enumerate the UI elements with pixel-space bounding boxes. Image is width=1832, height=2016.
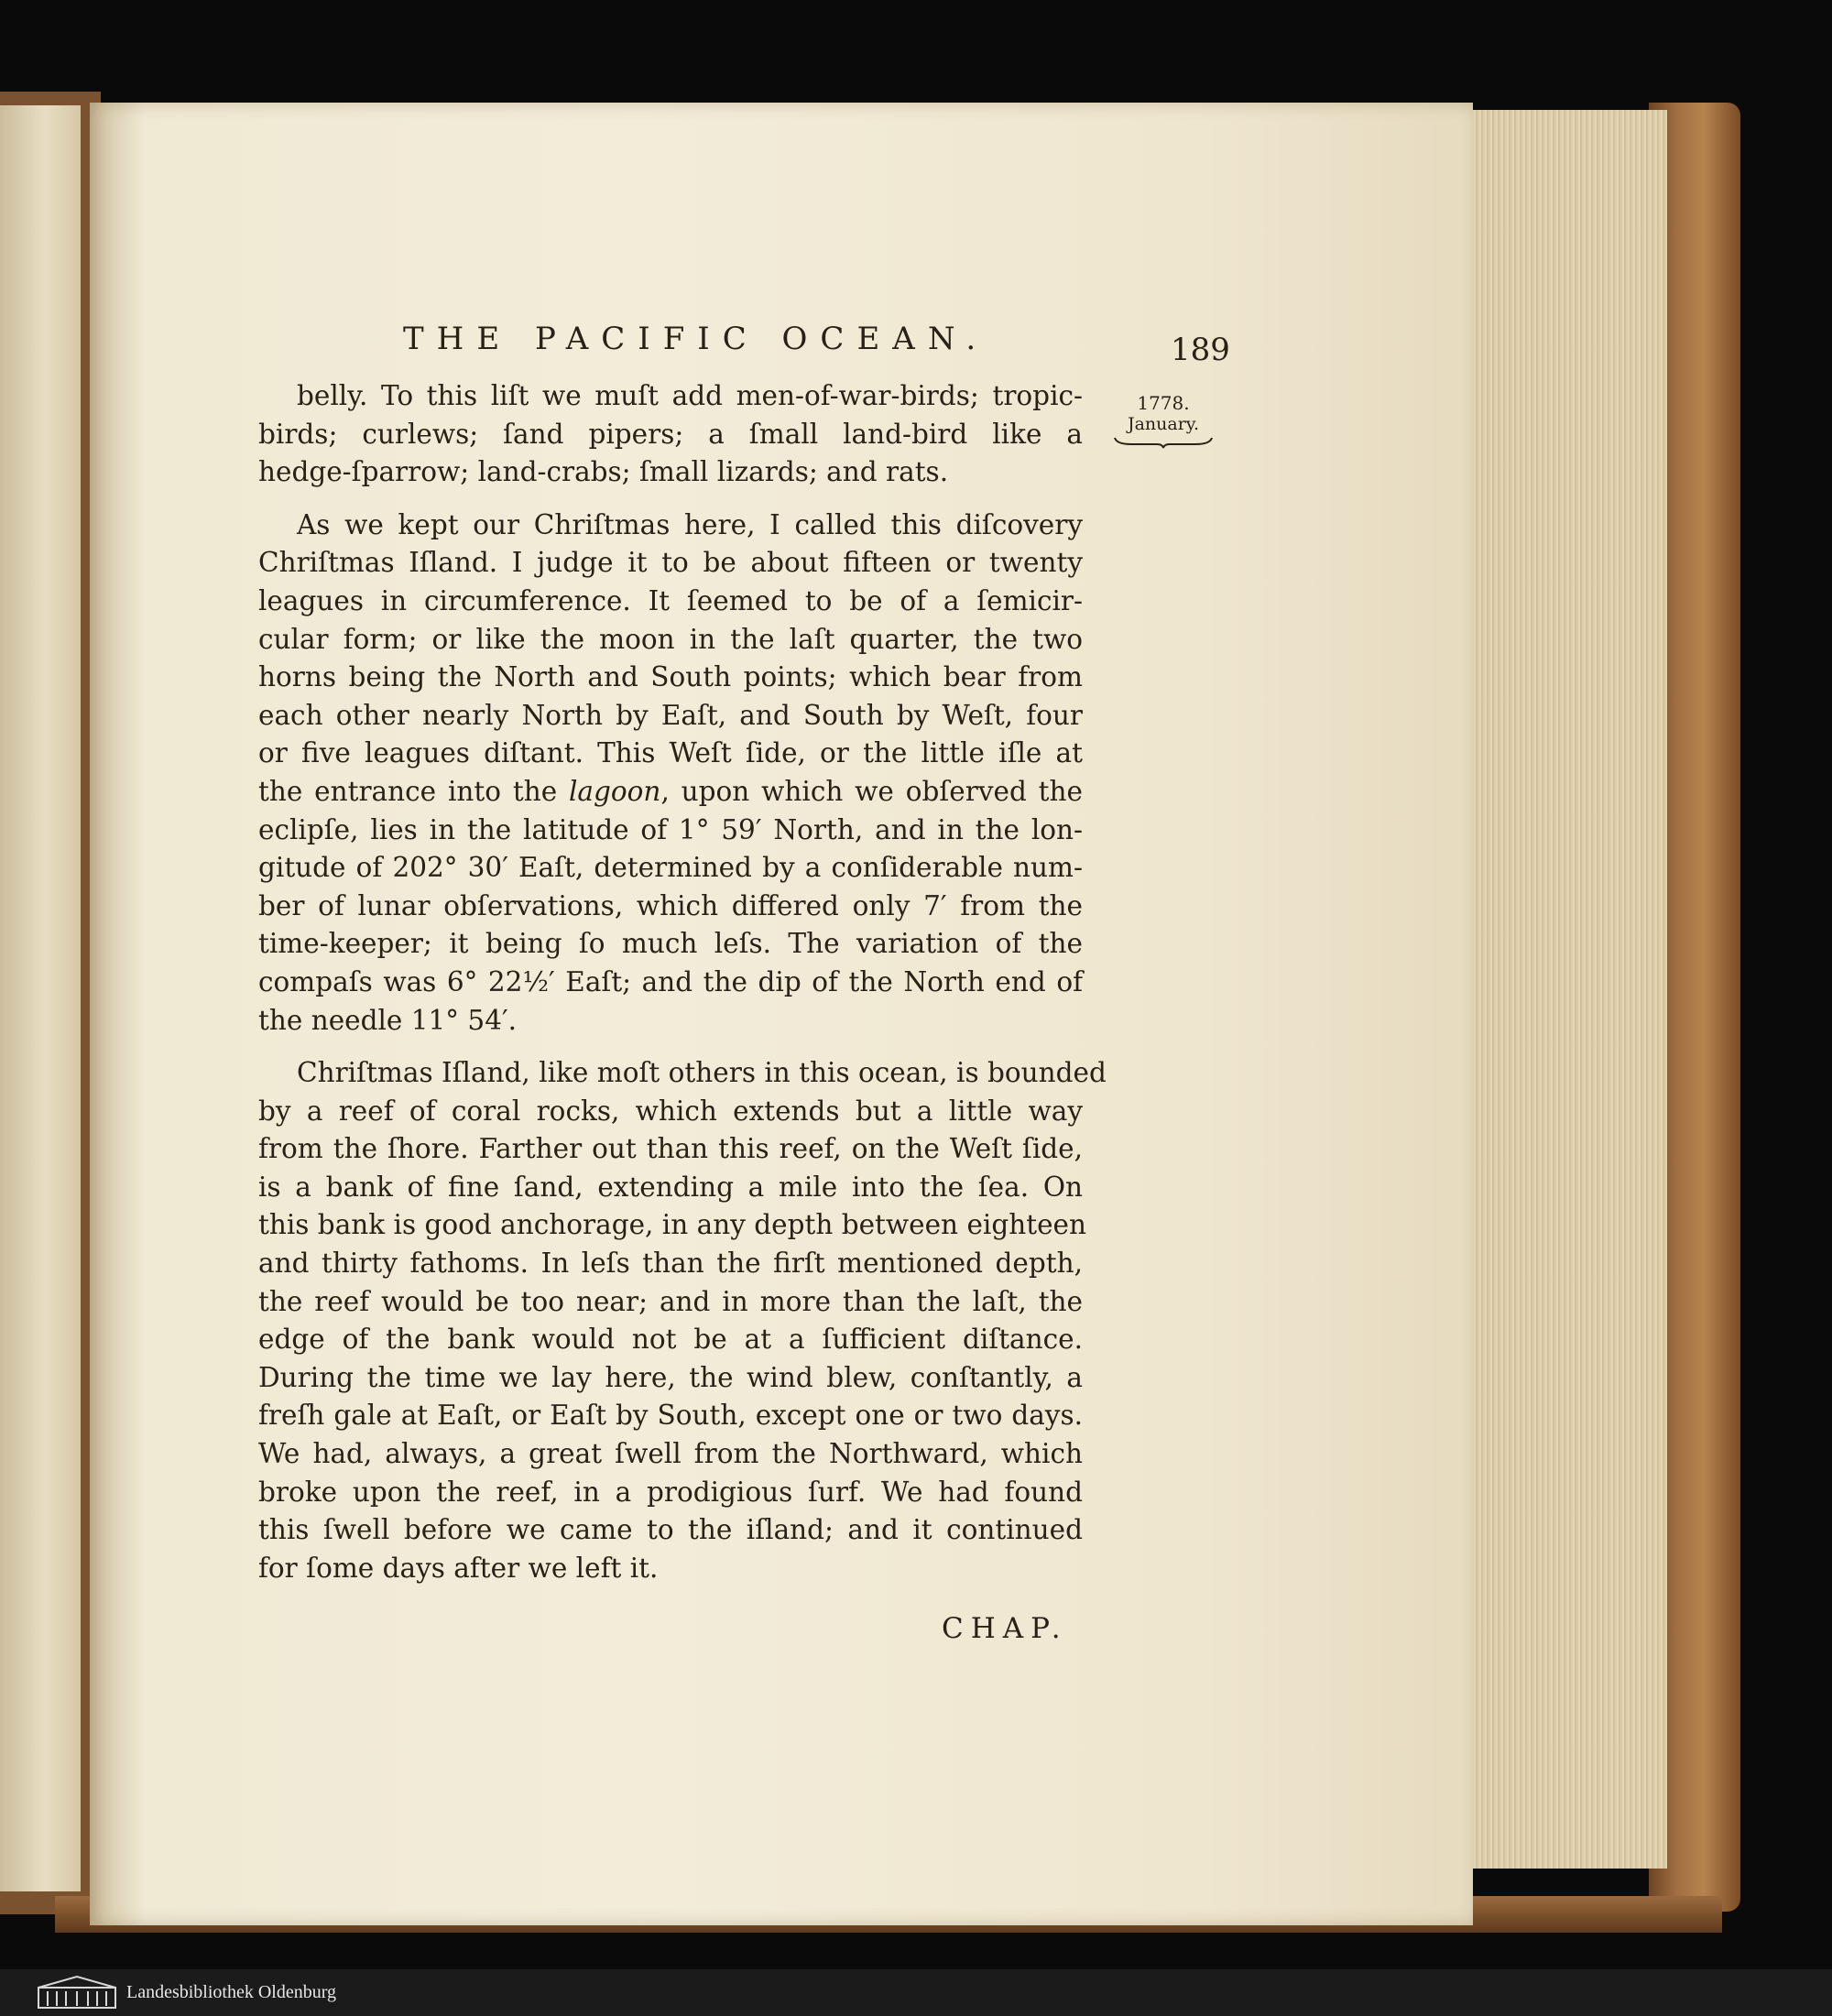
paragraph bbox=[258, 1054, 1107, 1587]
text-line: We had, always, a great ſwell from the Northward, which bbox=[258, 1438, 1083, 1470]
text-line: this ſwell before we came to the iſland; and it continued bbox=[258, 1514, 1083, 1546]
text-line: broke upon the reef, in a prodigious ſurf. We had found bbox=[258, 1476, 1083, 1508]
body-text bbox=[258, 377, 1107, 1602]
library-logo-icon bbox=[37, 1975, 117, 2011]
text-line: As we kept our Chriſtmas here, I called this diſcovery bbox=[297, 508, 1083, 540]
text-line: each other nearly North by Eaſt, and South by Weſt, four bbox=[258, 699, 1083, 731]
paragraph bbox=[258, 377, 1083, 492]
text-line: horns being the North and South points; which bear from bbox=[258, 661, 1083, 693]
running-head: THE PACIFIC OCEAN. bbox=[403, 321, 989, 357]
brace-icon bbox=[1113, 436, 1214, 449]
text-line: freſh gale at Eaſt, or Eaſt by South, except one or two days. bbox=[258, 1400, 1083, 1432]
text-line: time-keeper; it being ſo much leſs. The variation of the bbox=[258, 928, 1083, 960]
text-line: the reef would be too near; and in more than the laſt, the bbox=[258, 1285, 1083, 1317]
text-line: compaſs was 6° 22½′ Eaſt; and the dip of the North end of bbox=[258, 965, 1083, 997]
text-line: edge of the bank would not be at a ſufficient diſtance. bbox=[258, 1324, 1083, 1356]
text-line: from the ſhore. Farther out than this reef, on the Weſt ſide, bbox=[258, 1133, 1083, 1165]
text-line: or five leagues diſtant. This Weſt ſide, or the little iſle at bbox=[258, 737, 1083, 769]
paragraph bbox=[258, 507, 1083, 1040]
text-line: birds; curlews; ſand pipers; a ſmall land-bird like a bbox=[258, 418, 1083, 450]
text-line: belly. To this liſt we muſt add men-of-war-birds; tropic- bbox=[297, 380, 1083, 411]
text-line: this bank is good anchorage, in any depth between eighteen bbox=[258, 1209, 1086, 1241]
text-line: gitude of 202° 30′ Eaſt, determined by a conſiderable num- bbox=[258, 852, 1083, 884]
text-line: is a bank of fine ſand, extending a mile into the ſea. On bbox=[258, 1171, 1083, 1203]
text-line: the entrance into the lagoon, upon which we obſerved the bbox=[258, 775, 1083, 807]
catchword: CHAP. bbox=[942, 1612, 1068, 1645]
text-line: Chriſtmas Iſland, like moſt others in this ocean, is bounded bbox=[297, 1057, 1107, 1089]
footer-bar bbox=[0, 1969, 1832, 2016]
text-line: hedge-ſparrow; land-crabs; ſmall lizards; and rats. bbox=[258, 456, 949, 488]
text-line: eclipſe, lies in the latitude of 1° 59′ North, and in the lon- bbox=[258, 813, 1083, 845]
text-line: for ſome days after we left it. bbox=[258, 1552, 659, 1584]
footer-library-name: Landesbibliothek Oldenburg bbox=[126, 1982, 337, 2002]
page-number: 189 bbox=[1171, 332, 1230, 368]
margin-note-year: 1778. bbox=[1137, 392, 1190, 414]
text-line: ber of lunar obſervations, which differed only 7′ from the bbox=[258, 889, 1083, 921]
text-line: cular form; or like the moon in the laſt quarter, the two bbox=[258, 623, 1083, 655]
page-block-edge bbox=[1456, 110, 1667, 1869]
text-line: leagues in circumference. It ſeemed to be of a ſemicir- bbox=[258, 584, 1083, 616]
left-page-edge bbox=[0, 105, 81, 1891]
text-line: the needle 11° 54′. bbox=[258, 1004, 518, 1036]
margin-note bbox=[1099, 392, 1227, 449]
text-line: by a reef of coral rocks, which extends but a little way bbox=[258, 1095, 1083, 1127]
text-line: and thirty fathoms. In leſs than the firſt mentioned depth, bbox=[258, 1248, 1083, 1280]
margin-note-month: January. bbox=[1127, 414, 1200, 434]
text-line: During the time we lay here, the wind blew, conſtantly, a bbox=[258, 1361, 1083, 1393]
text-line: Chriſtmas Iſland. I judge it to be about fifteen or twenty bbox=[258, 547, 1083, 579]
